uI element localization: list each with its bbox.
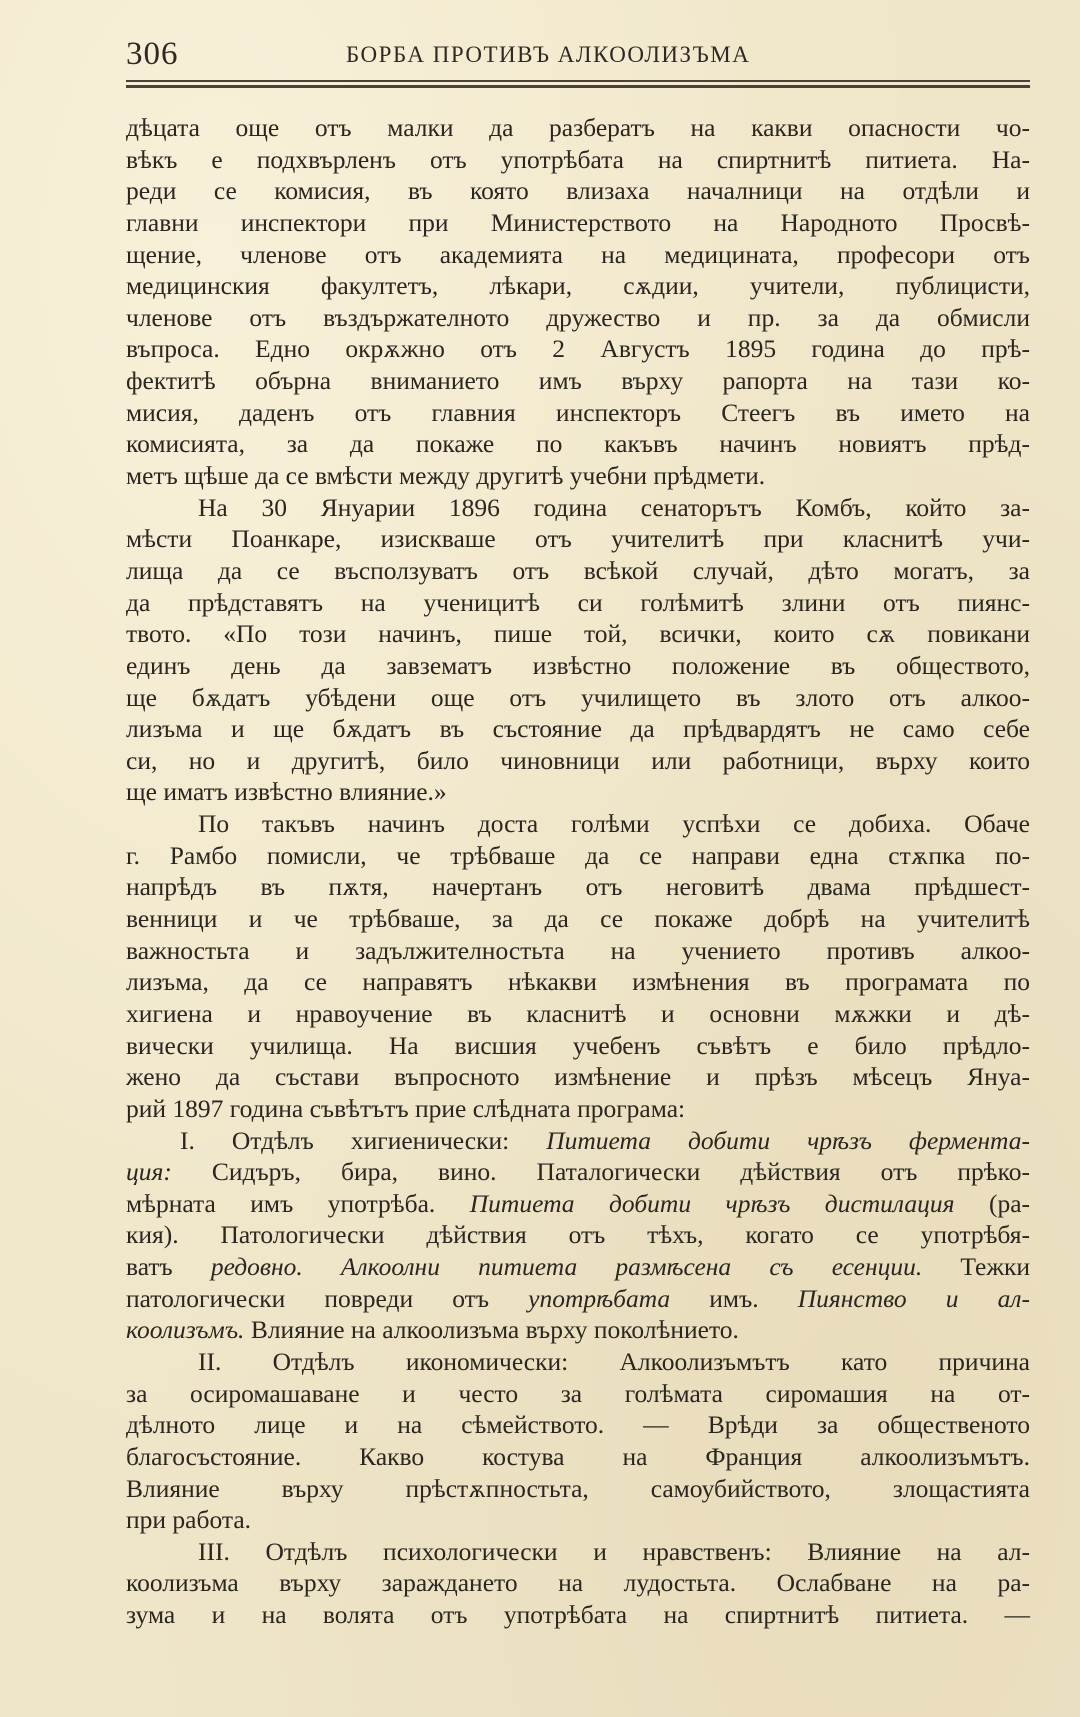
text-line: членове отъ въздържателното дружество и пр. за да обмисли <box>126 302 1030 332</box>
text-line: III. Отдѣлъ психологически и нравственъ: Влияние на ал- <box>198 1536 1030 1566</box>
italic-run: Питиета добити чрѣзъ дистилация <box>469 1188 955 1218</box>
text-run: мѣрната имъ употрѣба. <box>126 1188 470 1218</box>
text-line: благосъстояние. Какво костува на Франция алкоолизъмътъ. <box>126 1441 1030 1471</box>
text-line: метъ щѣше да се вмѣсти между другитѣ учебни прѣдмети. <box>126 461 766 491</box>
header-rule-thin <box>126 80 1030 82</box>
running-head: БОРБА ПРОТИВЪ АЛКООЛИЗЪМА <box>346 42 751 67</box>
text-line: кия). Патологически дѣйствия отъ тѣхъ, когато се употрѣбя- <box>126 1220 1030 1250</box>
text-line: фектитѣ обърна вниманието имъ върху рапорта на тази ко- <box>126 366 1030 396</box>
text-line <box>126 1156 1030 1188</box>
text-line: жено да състави въпросното измѣнение и прѣзъ мѣсецъ Януа- <box>126 1062 1030 1092</box>
text-run: Тежки <box>922 1252 1030 1282</box>
text-line: твото. «По този начинъ, пише той, всички, които сѫ повикани <box>126 619 1030 649</box>
text-line: единъ день да завзематъ извѣстно положение въ обществото, <box>126 650 1030 680</box>
italic-run: употрѣбата <box>528 1283 671 1313</box>
page-header <box>126 36 1030 76</box>
text-line <box>126 1125 1030 1157</box>
italic-run: ция: <box>126 1157 172 1187</box>
text-run: патологически повреди отъ <box>126 1283 529 1313</box>
header-rule-thick <box>126 85 1030 88</box>
text-line: въпроса. Едно окрѫжно отъ 2 Августъ 1895 година до прѣ- <box>126 334 1030 364</box>
text-run: ватъ <box>126 1252 211 1282</box>
text-line: реди се комисия, въ която влизаха началници на отдѣли и <box>126 176 1030 206</box>
text-line: На 30 Януарии 1896 година сенаторътъ Комбъ, който за- <box>198 492 1030 522</box>
text-line: комисията, за да покаже по какъвъ начинъ новиятъ прѣд- <box>126 429 1030 459</box>
text-line: напрѣдъ въ пѫтя, начертанъ отъ неговитѣ двама прѣдшест- <box>126 872 1030 902</box>
text-run: I. Отдѣлъ хигиенически: <box>180 1125 547 1155</box>
text-line: ще иматъ извѣстно влияние.» <box>126 777 447 807</box>
text-line: си, но и другитѣ, било чиновници или работници, върху които <box>126 745 1030 775</box>
text-line <box>126 1251 1030 1283</box>
text-line: медицинския факултетъ, лѣкари, сѫдии, учители, публицисти, <box>126 271 1030 301</box>
text-line: зума и на волята отъ употрѣбата на спиртнитѣ питиета. — <box>126 1600 1030 1630</box>
text-line: дѣлното лице и на сѣмейството. — Врѣди за общественото <box>126 1410 1030 1440</box>
text-line <box>126 1283 1030 1315</box>
italic-run: Пиянство и ал- <box>797 1283 1030 1313</box>
text-line: вически училища. На висшия учебенъ съвѣтъ е било прѣдло- <box>126 1030 1030 1060</box>
italic-run: коолизъмъ. <box>126 1315 245 1345</box>
text-line: при работа. <box>126 1505 252 1535</box>
text-line: ще бѫдатъ убѣдени още отъ училището въ злото отъ алкоо- <box>126 682 1030 712</box>
text-line: лизъма и ще бѫдатъ въ състояние да прѣдвардятъ не само себе <box>126 714 1030 744</box>
text-line: коолизъма върху зараждането на лудостьта. Ослабване на ра- <box>126 1568 1030 1598</box>
text-line: г. Рамбо помисли, че трѣбваше да се направи една стѫпка по- <box>126 840 1030 870</box>
text-line <box>126 1188 1030 1220</box>
text-line: вѣкъ е подхвърленъ отъ употрѣбата на спиртнитѣ питиета. На- <box>126 144 1030 174</box>
text-line: Влияние върху прѣстѫпностьта, самоубийството, злощастията <box>126 1473 1030 1503</box>
text-line: хигиена и нравоучение въ класнитѣ и основни мѫжки и дѣ- <box>126 998 1030 1028</box>
text-line: да прѣдставятъ на ученицитѣ си голѣмитѣ злини отъ пиянс- <box>126 587 1030 617</box>
text-line: дѣцата още отъ малки да разбератъ на какви опасности чо- <box>126 113 1030 142</box>
text-line: венници и че трѣбваше, за да се покаже добрѣ на учителитѣ <box>126 904 1030 934</box>
body-text <box>126 112 1030 1631</box>
text-line: щение, членове отъ академията на медицината, професори отъ <box>126 239 1030 269</box>
italic-run: редовно. Алкоолни питиета размѣсена съ есенции. <box>210 1252 923 1282</box>
text-line: важностьта и задължителностьта на учението противъ алкоо- <box>126 935 1030 965</box>
text-line: II. Отдѣлъ икономически: Алкоолизъмътъ като причина <box>198 1346 1030 1376</box>
text-run: имъ. <box>670 1283 798 1313</box>
text-line: главни инспектори при Министерството на Народното Просвѣ- <box>126 207 1030 237</box>
text-line <box>126 1314 1030 1346</box>
text-line: мѣсти Поанкаре, изискваше отъ учителитѣ при класнитѣ учи- <box>126 524 1030 554</box>
text-run: (ра- <box>954 1188 1030 1218</box>
text-line: лизъма, да се направятъ нѣкакви измѣнения въ програмата по <box>126 967 1030 997</box>
text-line: мисия, даденъ отъ главния инспекторъ Стеегъ въ името на <box>126 397 1030 427</box>
text-line: По такъвъ начинъ доста голѣми успѣхи се добиха. Обаче <box>198 809 1030 839</box>
text-line: лища да се въсползуватъ отъ всѣкой случай, дѣто могатъ, за <box>126 555 1030 585</box>
text-run: Сидъръ, бира, вино. Паталогически дѣйствия отъ прѣко- <box>171 1157 1030 1187</box>
italic-run: Питиета добити чрѣзъ фермента- <box>546 1125 1030 1155</box>
page-number: 306 <box>126 36 179 72</box>
text-line: за осиромашаване и често за голѣмата сиромашия на от- <box>126 1378 1030 1408</box>
text-line: рий 1897 година съвѣтътъ прие слѣдната програма: <box>126 1093 686 1123</box>
text-run: Влияние на алкоолизъма върху поколѣнието. <box>244 1315 739 1345</box>
